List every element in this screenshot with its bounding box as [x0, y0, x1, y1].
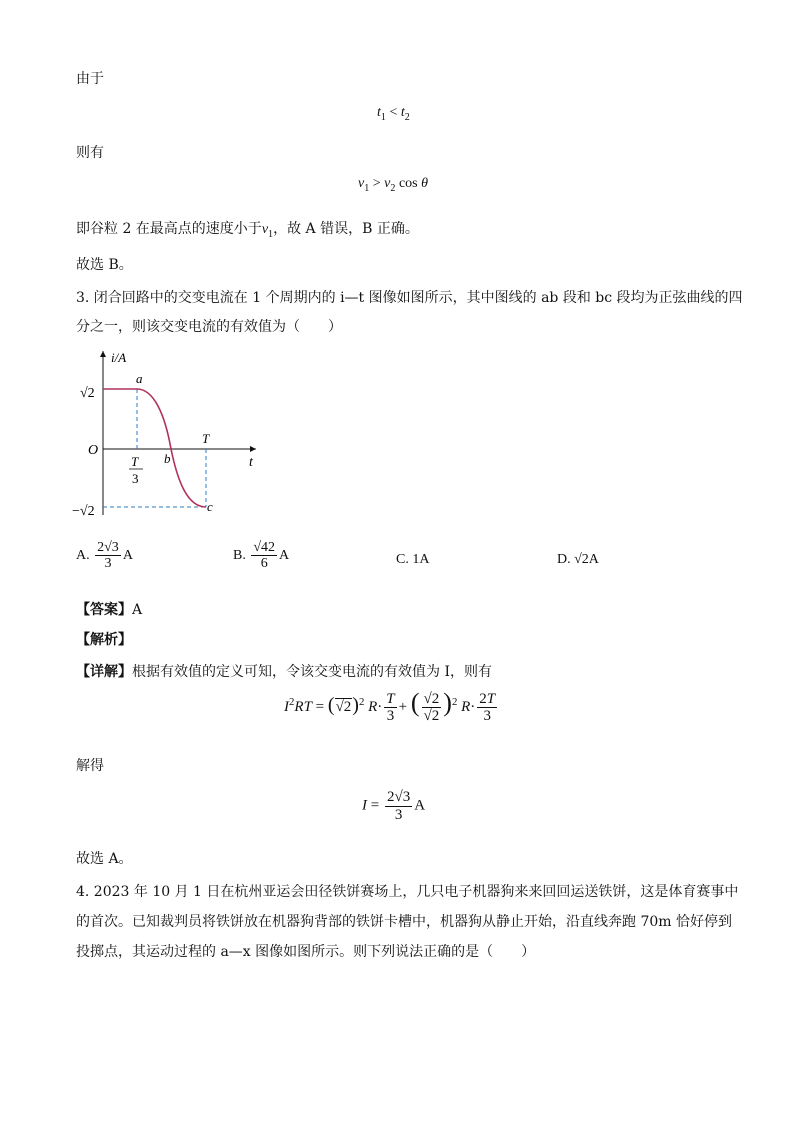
equation-result: I = $\frac{2√3}{3}$ A: [362, 789, 426, 823]
answer-line: 【答案】A: [76, 602, 143, 618]
x-tick-third-den: 3: [132, 471, 139, 486]
equation-v1-gt-v2cos: $v_1 > v_2$ cos θ: [358, 176, 428, 194]
question-4-line-1: 4. 2023 年 10 月 1 日在杭州亚运会田径铁饼赛场上，几只电子机器狗来来回回运送铁饼，这是体育赛事中: [76, 884, 739, 900]
text-choose-a: 故选 A。: [76, 851, 133, 867]
y-axis-label: i/A: [111, 350, 127, 365]
question-4-line-2: 的首次。已知裁判员将铁饼放在机器狗背部的铁饼卡槽中，机器狗从静止开始，沿直线奔跑 70m 恰好停到: [76, 914, 732, 930]
option-c[interactable]: C. 1A: [396, 552, 430, 567]
point-c-label: c: [207, 499, 213, 514]
text-zeyou: 则有: [76, 145, 104, 161]
question-4-line-3: 投掷点，其运动过程的 a—x 图像如图所示。则下列说法正确的是（ ）: [76, 944, 536, 960]
option-d[interactable]: D. √2A: [557, 552, 599, 567]
option-b[interactable]: B. $\frac{√42}{6}$ A: [233, 540, 290, 572]
equation-t1-lt-t2: $t_1 < t_2$: [377, 105, 410, 123]
y-tick-bottom: −√2: [72, 504, 95, 519]
analysis-tag: 【解析】: [76, 632, 132, 648]
question-3-line-1: 3. 闭合回路中的交变电流在 1 个周期内的 i—t 图像如图所示，其中图线的 ab 段和 bc 段均为正弦曲线的四: [76, 290, 743, 306]
point-a-label: a: [136, 371, 143, 386]
text-solve: 解得: [76, 758, 104, 774]
point-b-label: b: [164, 451, 171, 466]
y-tick-top: √2: [80, 386, 95, 401]
text-youyu: 由于: [76, 71, 104, 87]
x-tick-T: T: [202, 431, 210, 446]
figure-i-t-graph: [70, 345, 270, 520]
origin-label: O: [88, 443, 99, 458]
x-tick-third-num: T: [131, 454, 139, 469]
option-a[interactable]: A. $\frac{2√3}{3}$ A: [76, 540, 133, 572]
x-axis-label: t: [249, 455, 253, 470]
current-curve: [103, 389, 206, 507]
detail-line: 【详解】根据有效值的定义可知，令该交变电流的有效值为 I，则有: [76, 664, 492, 680]
text-conclusion-grain: 即谷粒 2 在最高点的速度小于$v_1$，故 A 错误，B 正确。: [76, 221, 419, 240]
question-3-line-2: 分之一，则该交变电流的有效值为（ ）: [76, 319, 342, 335]
equation-effective-value: $I^2RT = (√2)^2$ R· $\frac{T}{3}$ + ( $\frac{√2}{√2}$ )$^2$ R· $\frac{2T}{3}$: [284, 688, 496, 725]
text-choose-b: 故选 B。: [76, 257, 133, 273]
